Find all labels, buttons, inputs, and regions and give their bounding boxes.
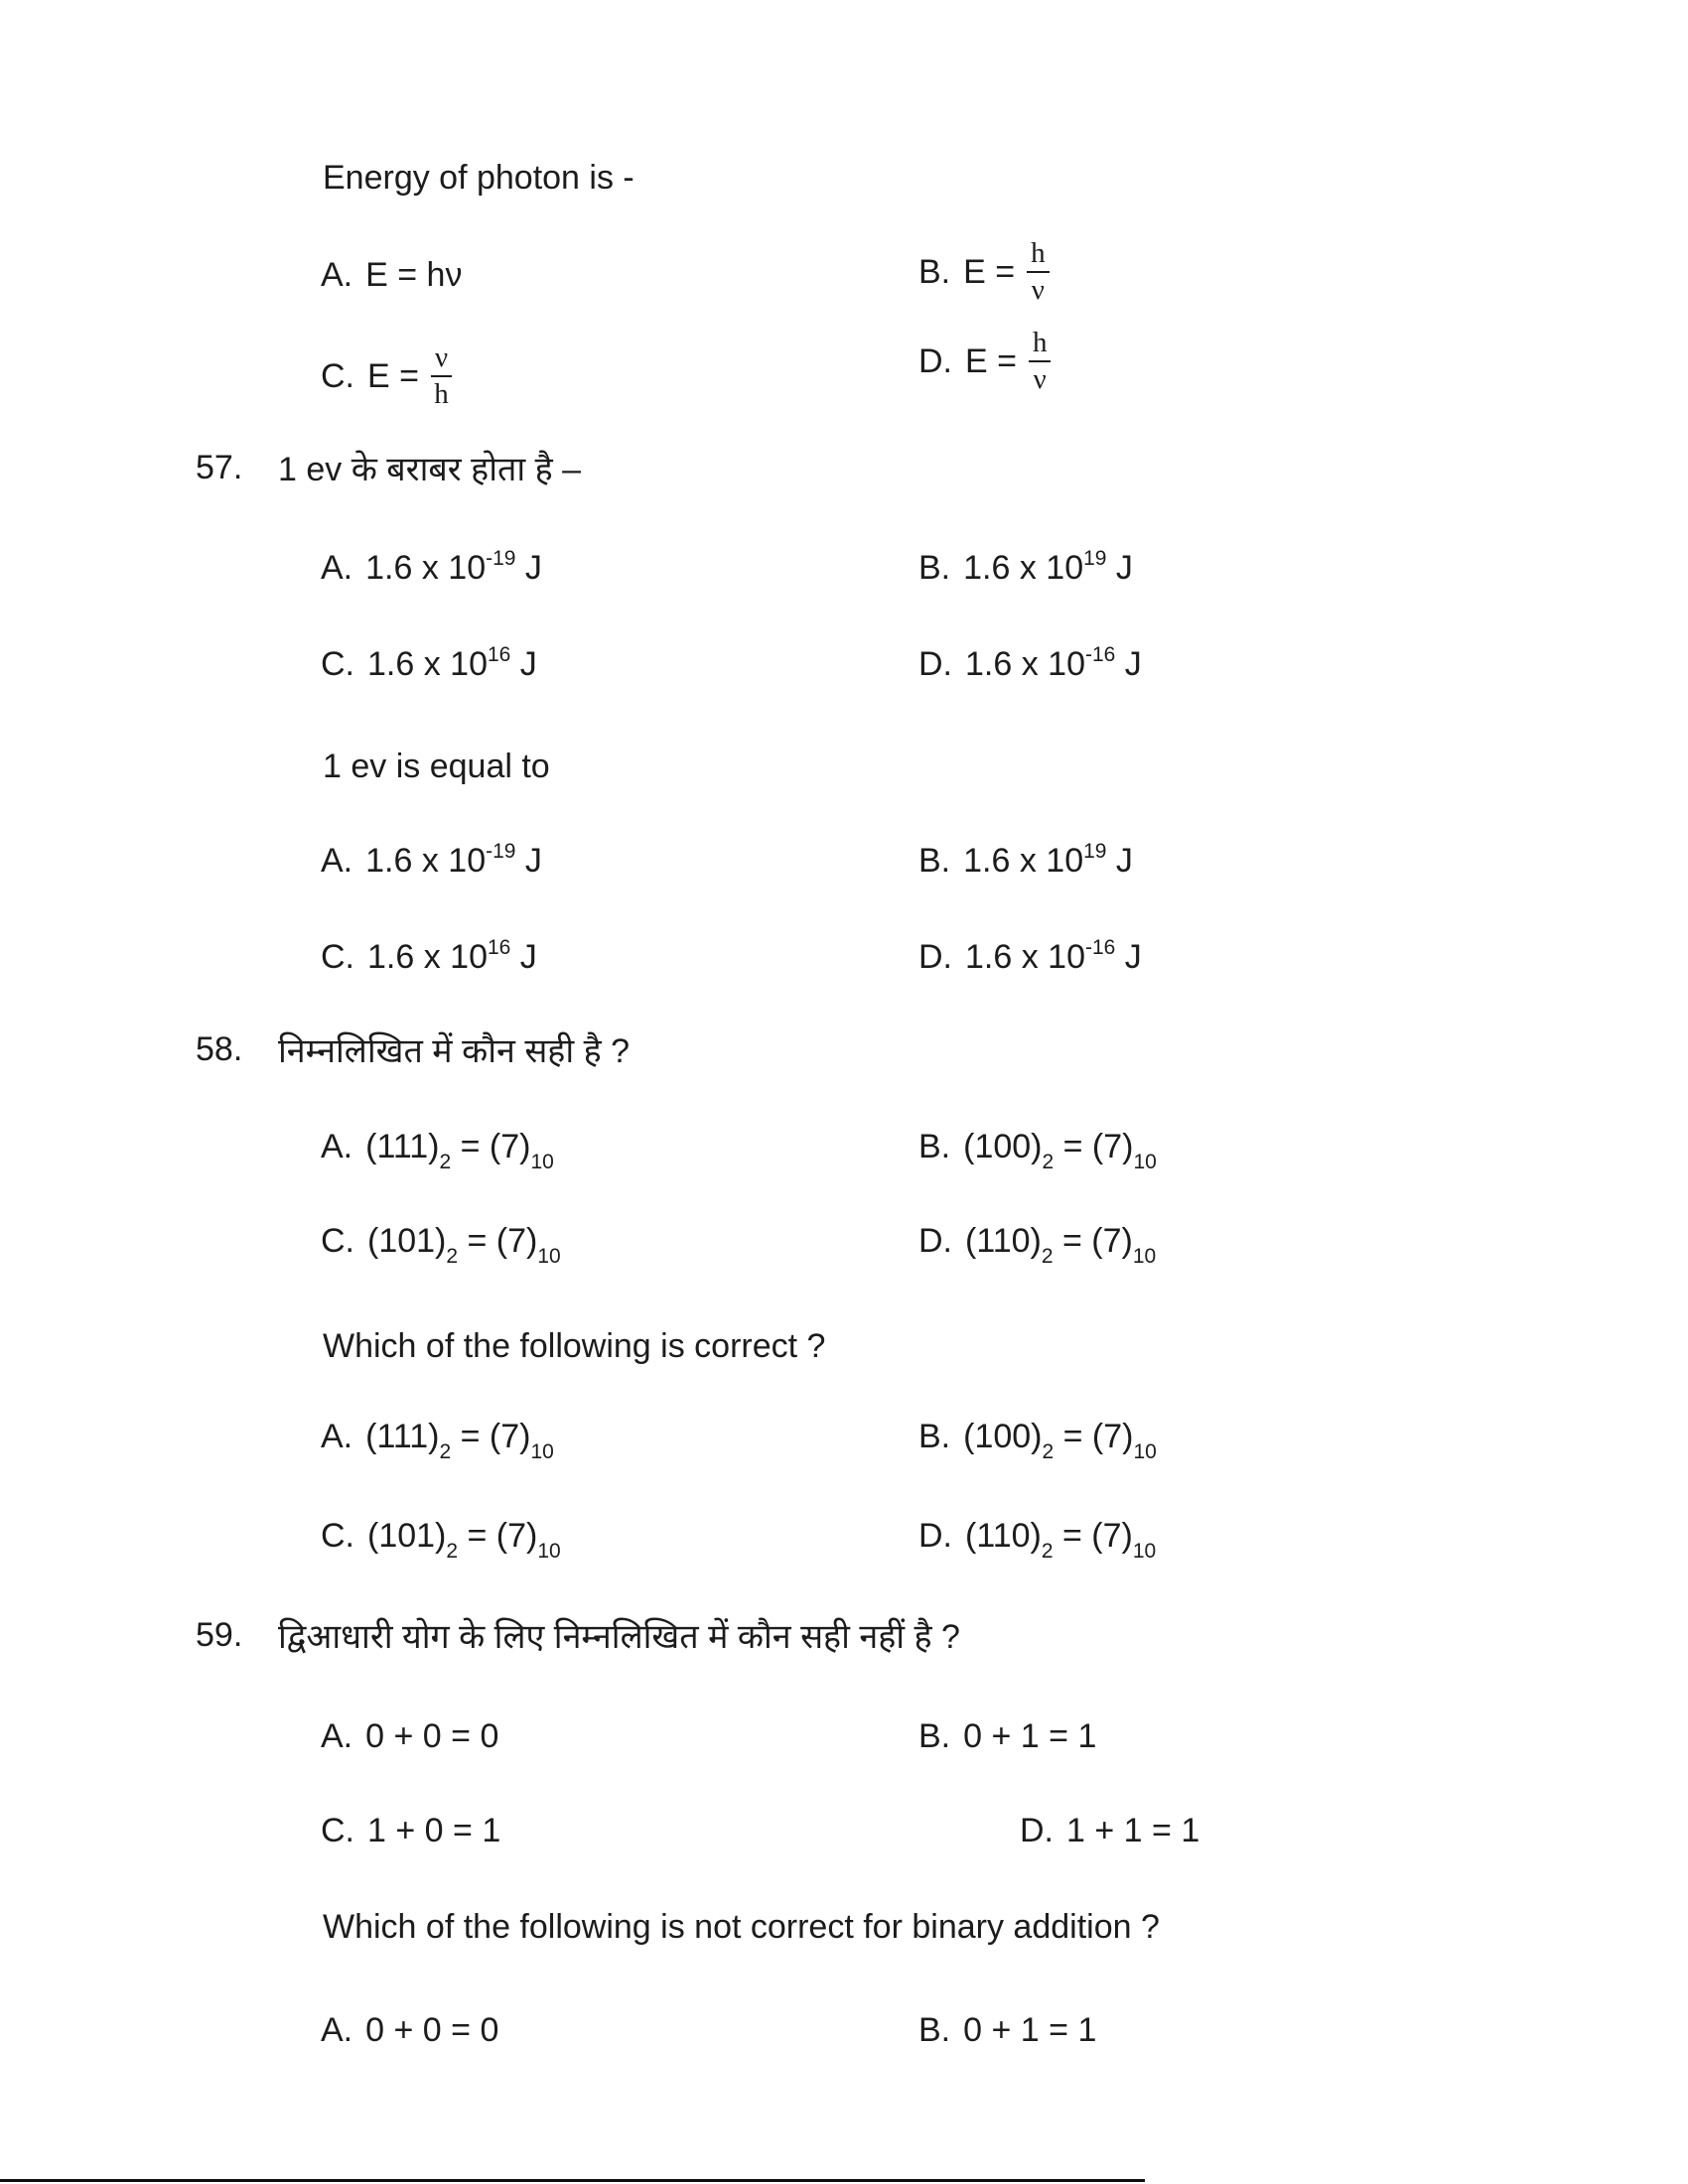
option-body: 1.6 x 10	[365, 842, 487, 880]
fraction	[1027, 238, 1050, 307]
q58-option-a	[321, 1128, 554, 1173]
option-body: (111)	[365, 1128, 440, 1165]
q57-option-c-en	[321, 938, 537, 977]
base-subscript: 2	[439, 1440, 452, 1463]
option-body: 1 + 1 = 1	[1066, 1812, 1200, 1849]
fraction-numerator: h	[1027, 238, 1050, 273]
option-label: A.	[321, 1128, 353, 1165]
base-subscript: 2	[446, 1540, 459, 1563]
base-subscript: 10	[530, 1151, 554, 1173]
base-subscript: 10	[537, 1540, 561, 1563]
option-lead: E =	[963, 252, 1016, 291]
option-body: = (7)	[1054, 1418, 1134, 1455]
q57-number: 57.	[196, 449, 243, 486]
option-body: (101)	[367, 1222, 447, 1260]
fraction-denominator: h	[434, 378, 449, 411]
base-subscript: 2	[1041, 1245, 1054, 1268]
q57-option-d-en	[918, 938, 1142, 977]
exponent: -19	[486, 840, 516, 863]
q59-option-b	[918, 1717, 1096, 1756]
option-label: A.	[321, 2011, 353, 2049]
option-body: 0 + 0 = 0	[365, 1717, 499, 1755]
option-body: (100)	[963, 1418, 1043, 1455]
exponent: 16	[487, 936, 511, 959]
base-subscript: 10	[537, 1245, 561, 1268]
option-label: C.	[321, 1517, 354, 1555]
q59-option-a-en	[321, 2011, 498, 2050]
q57-option-a	[321, 549, 542, 588]
option-label: C.	[321, 356, 354, 395]
q59-option-d	[1020, 1812, 1199, 1850]
option-label: A.	[321, 549, 353, 587]
option-body: (101)	[367, 1517, 447, 1555]
exponent: 16	[487, 643, 511, 666]
option-body: 0 + 1 = 1	[963, 1717, 1097, 1755]
option-body: 1.6 x 10	[963, 549, 1084, 587]
q57-option-b	[918, 549, 1133, 588]
exponent: 19	[1083, 547, 1107, 570]
option-lead: E =	[367, 356, 419, 395]
base-subscript: 10	[1132, 1245, 1157, 1268]
exponent: -19	[486, 547, 516, 570]
q58-option-c	[321, 1222, 561, 1268]
option-body: 1 + 0 = 1	[367, 1812, 501, 1849]
q56-option-b	[918, 238, 1050, 307]
option-label: B.	[918, 2011, 951, 2049]
base-subscript: 10	[1132, 1540, 1157, 1563]
option-body: = (7)	[1054, 1128, 1134, 1165]
fraction	[1029, 328, 1052, 396]
option-label: A.	[321, 842, 353, 880]
fraction-numerator: h	[1029, 328, 1052, 362]
base-subscript: 10	[530, 1440, 554, 1463]
option-body: = (7)	[1053, 1222, 1133, 1260]
q57-option-d	[918, 645, 1142, 684]
option-body: 1.6 x 10	[963, 842, 1084, 880]
option-body: E = hν	[365, 256, 463, 294]
q56-option-d	[918, 328, 1051, 396]
option-label: C.	[321, 645, 354, 683]
option-body: = (7)	[458, 1222, 538, 1260]
option-label: C.	[321, 1812, 354, 1849]
q58-prompt-english: Which of the following is correct ?	[323, 1327, 826, 1365]
base-subscript: 2	[1041, 1540, 1054, 1563]
base-subscript: 2	[446, 1245, 459, 1268]
option-label: C.	[321, 938, 354, 976]
option-label: B.	[918, 842, 951, 880]
option-unit: J	[1115, 645, 1142, 683]
base-subscript: 10	[1133, 1151, 1157, 1173]
option-body: 1.6 x 10	[965, 645, 1085, 683]
option-unit: J	[1106, 549, 1133, 587]
fraction-numerator: ν	[431, 342, 452, 377]
base-subscript: 10	[1133, 1440, 1157, 1463]
option-label: D.	[918, 1517, 952, 1555]
option-body: 1.6 x 10	[367, 645, 488, 683]
option-body: 1.6 x 10	[965, 938, 1085, 976]
q56-option-c	[321, 342, 452, 411]
q57-prompt-english: 1 ev is equal to	[323, 748, 550, 785]
option-label: D.	[918, 645, 952, 683]
option-body: = (7)	[458, 1517, 538, 1555]
option-unit: J	[515, 842, 542, 880]
option-label: A.	[321, 1717, 353, 1755]
option-body: (100)	[963, 1128, 1043, 1165]
option-label: A.	[321, 256, 353, 294]
q59-option-c	[321, 1812, 500, 1850]
option-label: D.	[1020, 1812, 1054, 1849]
q56-option-a	[321, 256, 462, 295]
option-body: (110)	[965, 1517, 1042, 1555]
option-unit: J	[510, 645, 537, 683]
option-body: (110)	[965, 1222, 1042, 1260]
option-body: = (7)	[1053, 1517, 1133, 1555]
option-label: B.	[918, 1717, 951, 1755]
option-body: 1.6 x 10	[365, 549, 487, 587]
option-body: 1.6 x 10	[367, 938, 488, 976]
exponent: -16	[1084, 643, 1116, 666]
q58-option-a-en	[321, 1418, 554, 1463]
option-lead: E =	[965, 341, 1017, 380]
option-unit: J	[510, 938, 537, 976]
q59-prompt-hindi: द्विआधारी योग के लिए निम्नलिखित में कौन सही नहीं है ?	[278, 1618, 960, 1656]
base-subscript: 2	[1042, 1440, 1055, 1463]
q58-option-d-en	[918, 1517, 1157, 1563]
fraction	[431, 342, 452, 411]
page-bottom-edge-line	[0, 2179, 1145, 2182]
q58-option-c-en	[321, 1517, 561, 1563]
option-label: D.	[918, 341, 952, 380]
q59-prompt-english: Which of the following is not correct for binary addition ?	[323, 1908, 1160, 1946]
q56-prompt-english: Energy of photon is -	[323, 159, 634, 197]
q59-number: 59.	[196, 1616, 243, 1654]
q58-option-d	[918, 1222, 1157, 1268]
option-unit: J	[1115, 938, 1142, 976]
exponent: 19	[1083, 840, 1107, 863]
q57-prompt-hindi: 1 ev के बराबर होता है –	[278, 451, 582, 488]
option-label: B.	[918, 549, 951, 587]
option-body: (111)	[365, 1418, 440, 1455]
base-subscript: 2	[439, 1151, 452, 1173]
q59-option-a	[321, 1717, 498, 1756]
option-unit: J	[1106, 842, 1133, 880]
fraction-denominator: ν	[1031, 274, 1045, 307]
option-body: 0 + 1 = 1	[963, 2011, 1097, 2049]
exponent: -16	[1084, 936, 1116, 959]
q58-option-b-en	[918, 1418, 1157, 1463]
q57-option-a-en	[321, 842, 542, 881]
base-subscript: 2	[1042, 1151, 1055, 1173]
option-label: A.	[321, 1418, 353, 1455]
option-label: B.	[918, 1418, 951, 1455]
option-body: 0 + 0 = 0	[365, 2011, 499, 2049]
option-label: B.	[918, 1128, 951, 1165]
fraction-denominator: ν	[1033, 363, 1047, 396]
q58-number: 58.	[196, 1030, 243, 1068]
option-label: B.	[918, 252, 951, 291]
option-label: C.	[321, 1222, 354, 1260]
q58-option-b	[918, 1128, 1157, 1173]
option-unit: J	[515, 549, 542, 587]
option-label: D.	[918, 1222, 952, 1260]
option-body: = (7)	[451, 1418, 531, 1455]
option-label: D.	[918, 938, 952, 976]
option-body: = (7)	[451, 1128, 531, 1165]
q57-option-c	[321, 645, 537, 684]
q58-prompt-hindi: निम्नलिखित में कौन सही है ?	[278, 1032, 631, 1070]
q57-option-b-en	[918, 842, 1133, 881]
q59-option-b-en	[918, 2011, 1096, 2050]
